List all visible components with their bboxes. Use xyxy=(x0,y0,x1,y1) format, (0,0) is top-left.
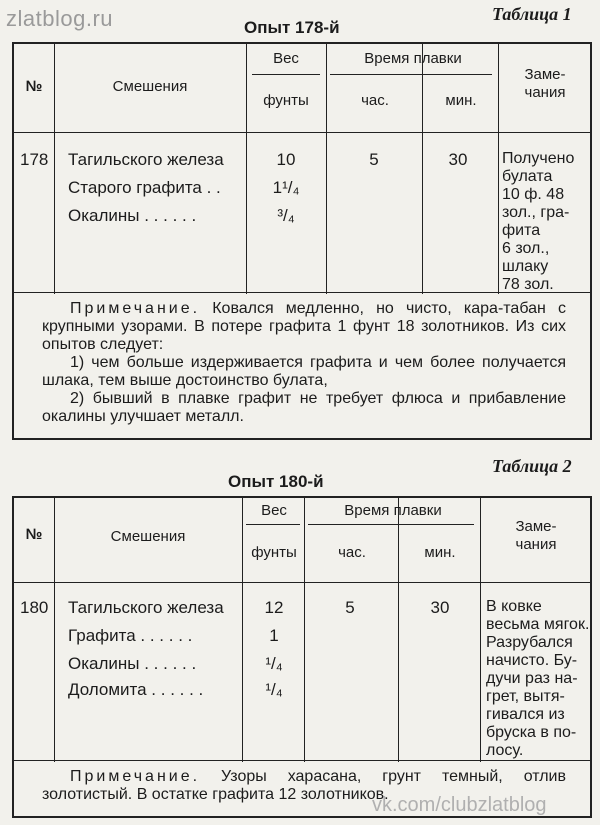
hours-value: 5 xyxy=(369,150,379,169)
weight-value: ¹/₄ xyxy=(265,654,283,673)
header-mixes: Смешения xyxy=(112,78,188,95)
note-item-1: 1) чем больше издерживается графита и чем более получается шлака, тем выше достоинство булата, xyxy=(42,354,566,389)
table1-note xyxy=(42,300,566,426)
mix-item: Тагильского железа xyxy=(68,598,224,617)
mix-item: Окалины . . . . . . xyxy=(68,654,197,673)
weight-value: ¹/₄ xyxy=(265,680,283,699)
weight-value: 10 xyxy=(276,150,296,169)
table1 xyxy=(12,42,592,440)
header-weight: Вес xyxy=(261,502,287,519)
remarks-text: Получено булата 10 ф. 48 зол., гра- фита 6 зол., шлаку 78 зол. xyxy=(502,150,575,293)
header-weight: Вес xyxy=(273,50,299,67)
header-melt-time: Время плавки xyxy=(344,502,442,519)
header-hours: час. xyxy=(338,544,366,561)
header-melt-time: Время плавки xyxy=(364,50,462,67)
weight-value: 1 xyxy=(269,626,279,645)
mix-item: Окалины . . . . . . xyxy=(68,206,197,225)
table1-title: Опыт 178-й xyxy=(244,18,340,37)
table2-label: Таблица 2 xyxy=(492,456,572,476)
note-text: Ковался медленно, но чисто, кара-табан с крупными узорами. В потере графита 1 фунт 18 золотников. Из сих опытов следует: xyxy=(42,300,566,353)
mix-item: Доломита . . . . . . xyxy=(68,680,204,699)
row-number: 178 xyxy=(20,150,49,169)
header-mixes: Смешения xyxy=(110,528,186,545)
mix-item: Тагильского железа xyxy=(68,150,224,169)
watermark-bottom: vk.com/clubzlatblog xyxy=(372,794,547,816)
hours-value: 5 xyxy=(345,598,355,617)
header-remarks: Заме- чания xyxy=(515,518,557,553)
header-remarks: Заме- чания xyxy=(524,66,566,101)
header-weight-unit: фунты xyxy=(263,92,309,109)
note-label: Примечание. xyxy=(70,768,201,785)
weight-value: 1¹/₄ xyxy=(272,178,300,197)
note-item-2: 2) бывший в плавке графит не требует флюса и прибавление окалины улучшает металл. xyxy=(42,390,566,425)
remarks-text: В ковке весьма мягок. Разрубался начисто. Бу- дучи раз на- грет, вытя- гивался из бруска в по- лосу. xyxy=(486,598,590,759)
header-minutes: мин. xyxy=(424,544,456,561)
header-hours: час. xyxy=(361,92,389,109)
table2-title: Опыт 180-й xyxy=(228,472,324,491)
table2 xyxy=(12,496,592,818)
header-weight-unit: фунты xyxy=(251,544,297,561)
weight-value: 12 xyxy=(264,598,284,617)
minutes-value: 30 xyxy=(448,150,468,169)
header-number: № xyxy=(25,526,43,543)
header-minutes: мин. xyxy=(445,92,477,109)
note-text: Узоры харасана, грунт темный, отлив золотистый. В остатке графита 12 золотников. xyxy=(42,768,566,803)
row-number: 180 xyxy=(20,598,49,617)
mix-item: Графита . . . . . . xyxy=(68,626,193,645)
weight-value: ³/₄ xyxy=(277,206,295,225)
mix-item: Старого графита . . xyxy=(68,178,221,197)
header-number: № xyxy=(25,78,43,95)
note-label: Примечание. xyxy=(70,300,201,317)
watermark-top: zlatblog.ru xyxy=(6,6,114,31)
minutes-value: 30 xyxy=(430,598,450,617)
table1-label: Таблица 1 xyxy=(492,4,572,24)
